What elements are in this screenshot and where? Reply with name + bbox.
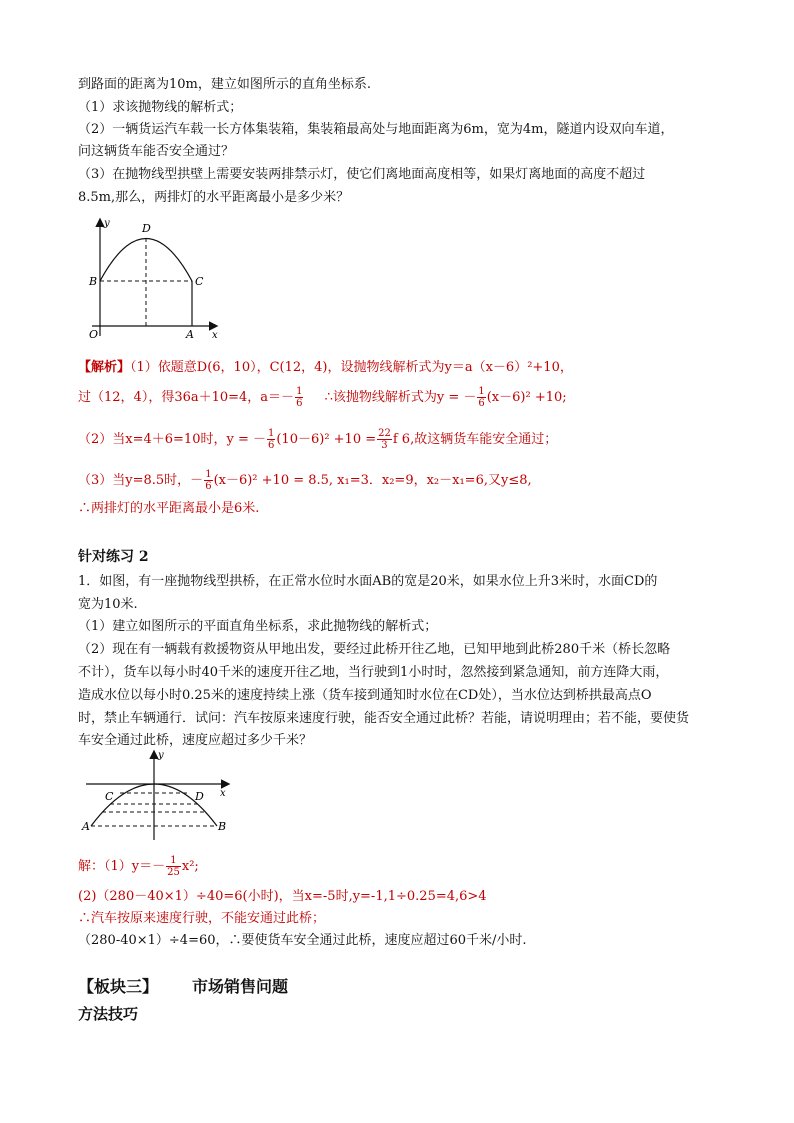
section-3-title: 市场销售问题 [192,977,289,996]
analysis-bracket: 【解析】 [78,360,131,375]
label-C: C [105,790,114,803]
practice-line-7: 时，禁止车辆通行．试问：汽车按原来速度行驶，能否安全通过此桥？若能，请说明理由；若不能，要使货 [78,711,690,726]
label-x: x [212,330,218,341]
solution-1-line-1: 【解析】（1）依题意D(6，10），C(12，4)，设抛物线解析式为y＝a（x－6）²+10， [78,360,573,375]
label-A: A [82,820,90,833]
label-y: y [104,218,110,229]
question-3-line-2: 8.5m,那么，两排灯的水平距离最小是多少米？ [78,190,350,205]
practice-line-5: 不计），货车以每小时40千米的速度开往乙地，当行驶到1小时时，忽然接到紧急通知，前方连降大雨， [78,665,669,680]
practice-line-8: 车安全通过此桥，速度应超过多少千米？ [78,733,313,748]
solution-2-line-3: ∴汽车按原来速度行驶，不能安通过此桥； [78,911,326,926]
label-D: D [195,790,204,803]
label-B: B [89,275,98,288]
practice-line-4: （2）现在有一辆载有救援物资从甲地出发，要经过此桥开往乙地，已知甲地到此桥280千米（桥长忽略 [78,642,671,657]
label-A: A [186,328,194,341]
question-2-line-2: 问这辆货车能否安全通过？ [78,144,235,159]
arch-bridge-figure [80,748,240,843]
section-3-heading [78,978,288,996]
label-y: y [158,750,164,761]
label-x: x [220,788,226,799]
question-3-line-1: （3）在抛物线型拱壁上需要安装两排禁示灯，使它们离地面高度相等，如果灯离地面的高度不超过 [78,167,646,182]
label-B: B [218,820,227,833]
label-D: D [142,222,151,235]
practice-line-3: （1）建立如图所示的平面直角坐标系，求此抛物线的解析式； [78,619,438,634]
intro-line-1: 到路面的距离为10m，建立如图所示的直角坐标系. [78,77,372,92]
solution-1-line-2: 过（12，4），得36a＋10=4，a＝－ $\frac{1}{6}$ ∴该抛物线解析式为y = － $\frac{1}{6}$ (x－6)² +10; [78,386,567,409]
practice-line-6: 造成水位以每小时0.25米的速度持续上涨（货车接到通知时水位在CD处），当水位达到桥拱最高点O [78,688,652,703]
label-O: O [89,328,99,341]
tunnel-parabola-figure [84,214,234,344]
practice-line-1: 1．如图，有一座抛物线型拱桥，在正常水位时水面AB的宽是20米，如果水位上升3米时，水面CD的 [78,574,658,589]
label-C: C [195,275,204,288]
solution-1-line-4: （3）当y=8.5时，－ $\frac{1}{6}$ (x－6)² +10 = 8.5, x₁=3．x₂=9，x₂－x₁=6,又y≤8, [78,469,532,492]
method-tips: 方法技巧 [78,1005,139,1023]
solution-2-line-2: (2)（280－40×1）÷40=6(小时)，当x=-5时,y=-1,1÷0.25=4,6>4 [78,889,487,904]
solution-1-line-3: （2）当x=4＋6=10时，y = － $\frac{1}{6}$ (10－6)² +10 = $\frac{22}{3}$ f 6,故这辆货车能安全通过； [78,428,558,451]
question-2-line-1: （2）一辆货运汽车载一长方体集装箱，集装箱最高处与地面距离为6m，宽为4m，隧道内设双向车道， [78,122,674,137]
practice-line-2: 宽为10米. [78,597,138,612]
question-1: （1）求该抛物线的解析式； [78,100,243,115]
practice-title: 针对练习 2 [78,549,149,565]
solution-2-line-4: （280-40×1）÷4=60，∴要使货车安全通过此桥，速度应超过60千米/小时. [78,933,527,948]
solution-1-conclusion: ∴两排灯的水平距离最小是6米. [78,501,260,516]
solution-2-line-1: 解：（1）y＝－ $\frac{1}{25}$ x²; [78,855,199,878]
section-3-bracket: 【板块三】 [78,977,159,996]
